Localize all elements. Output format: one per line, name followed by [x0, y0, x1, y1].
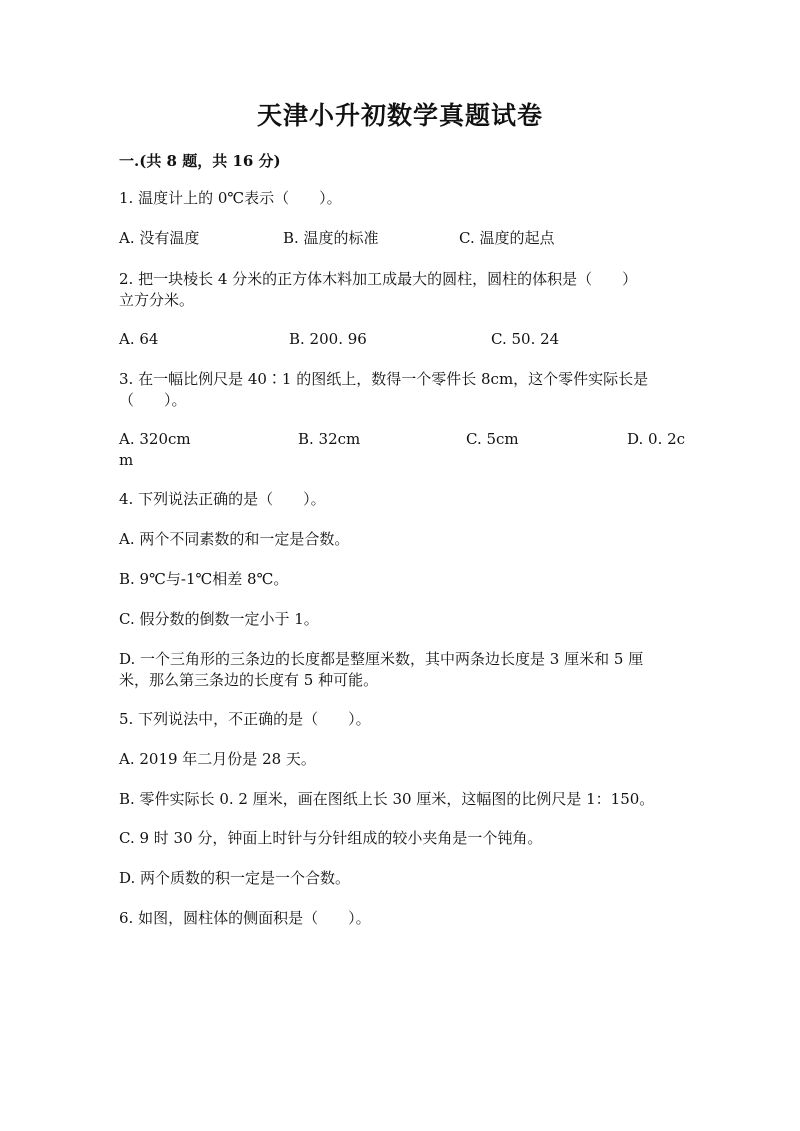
- question-3-stem-line-2: （ ）。: [119, 391, 187, 409]
- question-3-option-d: D. 0. 2c: [627, 430, 686, 448]
- question-5-stem: 5. 下列说法中，不正确的是（ ）。: [119, 710, 371, 728]
- question-2-option-a: A. 64: [119, 330, 159, 348]
- page-title: 天津小升初数学真题试卷: [256, 101, 543, 130]
- question-6-stem: 6. 如图，圆柱体的侧面积是（ ）。: [119, 909, 371, 927]
- question-4-option-b: B. 9℃与-1℃相差 8℃。: [119, 570, 289, 588]
- question-5-option-b: B. 零件实际长 0. 2 厘米，画在图纸上长 30 厘米，这幅图的比例尺是 1：150。: [119, 790, 655, 808]
- question-3-option-b: B. 32cm: [298, 430, 361, 448]
- question-1-option-a: A. 没有温度: [119, 229, 200, 247]
- question-5-option-c: C. 9 时 30 分，钟面上时针与分针组成的较小夹角是一个钝角。: [119, 829, 543, 847]
- question-5-option-d: D. 两个质数的积一定是一个合数。: [119, 869, 351, 887]
- question-2-option-c: C. 50. 24: [491, 330, 560, 348]
- question-2-stem-line-1: 2. 把一块棱长 4 分米的正方体木料加工成最大的圆柱，圆柱的体积是（ ）: [119, 270, 638, 288]
- question-1-option-b: B. 温度的标准: [283, 229, 379, 247]
- question-1-stem: 1. 温度计上的 0℃表示（ ）。: [119, 189, 342, 207]
- question-2-stem-line-2: 立方分米。: [119, 291, 195, 309]
- section-heading: 一.(共 8 题，共 16 分): [119, 152, 281, 170]
- question-5-option-a: A. 2019 年二月份是 28 天。: [119, 750, 316, 768]
- question-3-option-d-wrap: m: [119, 451, 134, 469]
- question-4-option-d-line-1: D. 一个三角形的三条边的长度都是整厘米数，其中两条边长度是 3 厘米和 5 厘: [119, 650, 644, 668]
- question-4-option-d-line-2: 米，那么第三条边的长度有 5 种可能。: [119, 671, 379, 689]
- question-3-option-a: A. 320cm: [119, 430, 191, 448]
- question-4-stem: 4. 下列说法正确的是（ ）。: [119, 490, 326, 508]
- question-1-option-c: C. 温度的起点: [459, 229, 555, 247]
- question-3-stem-line-1: 3. 在一幅比例尺是 40∶1 的图纸上，数得一个零件长 8cm，这个零件实际长是: [119, 370, 649, 388]
- question-4-option-c: C. 假分数的倒数一定小于 1。: [119, 610, 319, 628]
- question-3-option-c: C. 5cm: [466, 430, 519, 448]
- question-2-option-b: B. 200. 96: [289, 330, 367, 348]
- question-4-option-a: A. 两个不同素数的和一定是合数。: [119, 530, 350, 548]
